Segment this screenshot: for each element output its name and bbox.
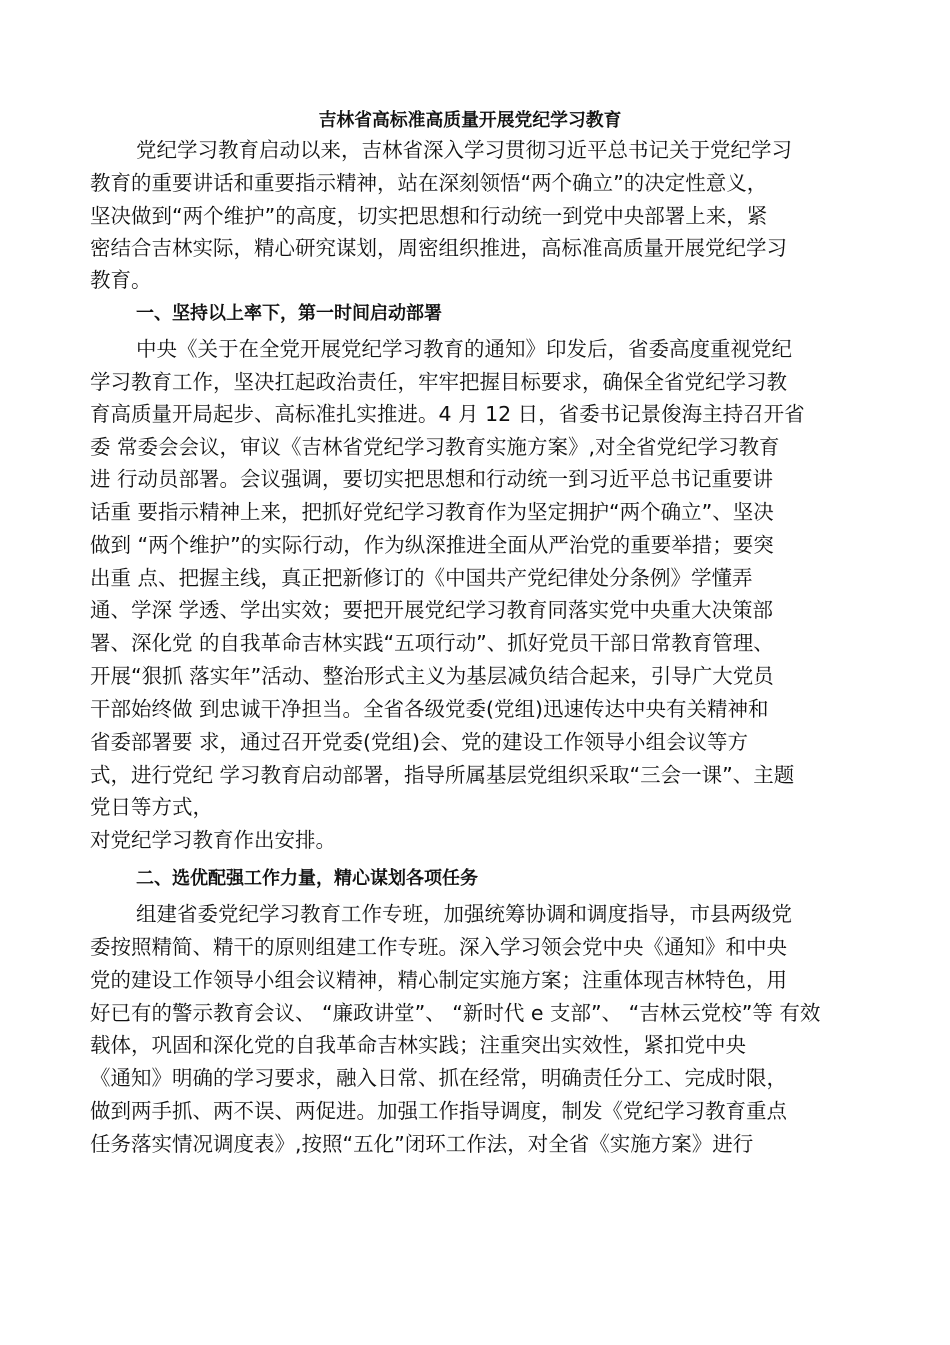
section1-line: 做到 “两个维护”的实际行动，作为纵深推进全面从严治党的重要举措；要突: [90, 533, 774, 557]
section1-line: 党日等方式，: [90, 795, 213, 819]
intro-line: 坚决做到“两个维护”的高度，切实把思想和行动统一到党中央部署上来，紧: [90, 204, 768, 228]
section2-line: 党的建设工作领导小组会议精神，精心制定实施方案；注重体现吉林特色，用: [90, 968, 787, 992]
section1-line: 对党纪学习教育作出安排。: [90, 828, 336, 852]
section2-line: 好已有的警示教育会议、 “廉政讲堂”、 “新时代 e 支部”、 “吉林云党校”等 有效: [90, 1001, 821, 1025]
section1-line: 育高质量开局起步、高标准扎实推进。4 月 12 日，省委书记景俊海主持召开省: [90, 402, 805, 426]
section1-line: 话重 要指示精神上来，把抓好党纪学习教育作为坚定拥护“两个确立”、坚决: [90, 500, 774, 524]
intro-line: 党纪学习教育启动以来，吉林省深入学习贯彻习近平总书记关于党纪学习: [136, 138, 792, 162]
section1-line: 委 常委会会议，审议《吉林省党纪学习教育实施方案》,对全省党纪学习教育: [90, 435, 780, 459]
section1-line: 出重 点、把握主线，真正把新修订的《中国共产党纪律处分条例》学懂弄: [90, 566, 753, 590]
section2-line: 《通知》明确的学习要求，融入日常、抓在经常，明确责任分工、完成时限，: [90, 1066, 787, 1090]
section1-line: 通、学深 学透、学出实效；要把开展党纪学习教育同落实党中央重大决策部: [90, 598, 774, 622]
section1-line: 干部始终做 到忠诚干净担当。全省各级党委(党组)迅速传达中央有关精神和: [90, 697, 769, 721]
document-title: 吉林省高标准高质量开展党纪学习教育: [318, 110, 622, 131]
intro-line: 教育。: [90, 268, 152, 292]
section2-line: 任务落实情况调度表》,按照“五化”闭环工作法，对全省《实施方案》进行: [90, 1132, 754, 1156]
section2-line: 载体，巩固和深化党的自我革命吉林实践；注重突出实效性，紧扣党中央: [90, 1033, 746, 1057]
section2-line: 委按照精简、精干的原则组建工作专班。深入学习领会党中央《通知》和中央: [90, 935, 787, 959]
section2-line: 组建省委党纪学习教育工作专班，加强统筹协调和调度指导，市县两级党: [136, 902, 792, 926]
section1-line: 中央《关于在全党开展党纪学习教育的通知》印发后，省委高度重视党纪: [136, 337, 792, 361]
section2-line: 做到两手抓、两不误、两促进。加强工作指导调度，制发《党纪学习教育重点: [90, 1099, 787, 1123]
section-heading: 二、选优配强工作力量，精心谋划各项任务: [136, 868, 478, 889]
intro-line: 密结合吉林实际，精心研究谋划，周密组织推进，高标准高质量开展党纪学习: [90, 236, 787, 260]
section1-line: 开展“狠抓 落实年”活动、整治形式主义为基层减负结合起来，引导广大党员: [90, 664, 774, 688]
section1-line: 学习教育工作，坚决扛起政治责任，牢牢把握目标要求，确保全省党纪学习教: [90, 370, 787, 394]
section1-line: 式，进行党纪 学习教育启动部署，指导所属基层党组织采取“三会一课”、主题: [90, 763, 795, 787]
section1-line: 进 行动员部署。会议强调，要切实把思想和行动统一到习近平总书记重要讲: [90, 467, 774, 491]
section-heading: 一、坚持以上率下，第一时间启动部署: [136, 303, 442, 324]
section1-line: 署、深化党 的自我革命吉林实践“五项行动”、抓好党员干部日常教育管理、: [90, 631, 774, 655]
section1-line: 省委部署要 求，通过召开党委(党组)会、党的建设工作领导小组会议等方: [90, 730, 749, 754]
intro-line: 教育的重要讲话和重要指示精神，站在深刻领悟“两个确立”的决定性意义，: [90, 171, 768, 195]
